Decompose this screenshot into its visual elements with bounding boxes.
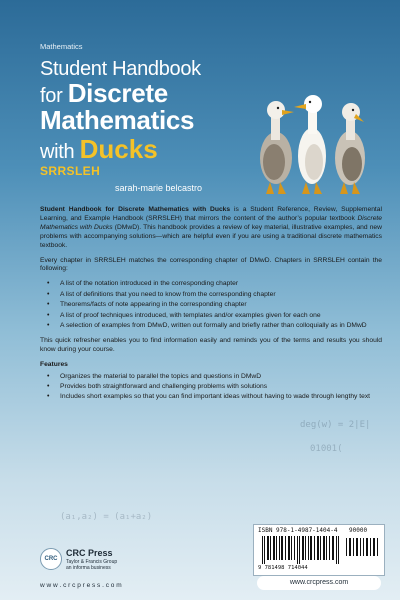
list-item: • A list of proof techniques introduced, with templates and/or examples given for each one xyxy=(60,312,382,321)
list-item: • Includes short examples so that you can find important ideas without having to wade through lengthy text xyxy=(60,393,382,402)
title-line-3: Mathematics xyxy=(40,105,195,135)
subject-label: Mathematics xyxy=(40,42,83,51)
intro-text-2: (DMwD). This handbook provides a review of key material, illustrative examples, and new problems with accompanying solutions—which are helpful even if you are using a traditional discrete mathematics textbook. xyxy=(40,223,382,249)
ean-barcode-icon xyxy=(262,536,340,564)
title-line-4-accent: Ducks xyxy=(79,134,158,164)
publisher-logo xyxy=(40,548,160,572)
list-item: • A list of the notation introduced in the corresponding chapter xyxy=(60,280,382,289)
list-item: • Organizes the material to parallel the topics and questions in DMwD xyxy=(60,373,382,382)
crc-badge-icon: CRC xyxy=(40,548,62,570)
book-title xyxy=(40,58,250,165)
isbn-text: ISBN 978-1-4987-1404-4 xyxy=(258,527,338,534)
title-abbreviation: SRRSLEH xyxy=(40,164,101,178)
title-line-2-prefix: for xyxy=(40,85,68,107)
intro-text-1: is a Student Reference, Review, Supplemental Learning, and Example Handbook (SRRSLEH) that mirrors the content of the author’s popular textbook xyxy=(40,206,382,222)
title-line-1: Student Handbook xyxy=(40,58,201,80)
description-body xyxy=(40,206,382,558)
publisher-tagline: an informa business xyxy=(66,565,111,571)
publisher-name: CRC Press xyxy=(66,548,113,558)
title-line-4-prefix: with xyxy=(40,141,80,163)
title-line-4 xyxy=(40,134,250,165)
intro-bold-title: Student Handbook for Discrete Mathematics with Ducks xyxy=(40,206,231,213)
list-item: • Theorems/facts of note appearing in the corresponding chapter xyxy=(60,301,382,310)
math-scribble-3: (a₁,a₂) = (a₁+a₂) xyxy=(60,512,153,522)
chapter-contents-list xyxy=(40,280,382,331)
math-scribble-2: 01001( xyxy=(310,444,343,454)
math-scribble-1: deg(w) = 2|E| xyxy=(300,420,371,430)
price-barcode-icon xyxy=(346,536,378,556)
author-name: sarah-marie belcastro xyxy=(115,183,203,193)
refresher-paragraph: This quick refresher enables you to find information easily and reminds you of the terms and results you should know during your course. xyxy=(40,336,382,353)
publisher-url-pill: www.crcpress.com xyxy=(257,576,381,590)
intro-paragraph xyxy=(40,206,382,251)
duck-left xyxy=(260,101,294,194)
features-heading: Features xyxy=(40,360,68,368)
title-line-2-bold: Discrete xyxy=(67,78,168,108)
list-item: • A list of definitions that you need to know from the corresponding chapter xyxy=(60,291,382,300)
barcode-label xyxy=(253,524,385,576)
publisher-group: Taylor & Francis Group xyxy=(66,559,118,565)
price-code: 90000 xyxy=(349,527,368,534)
publisher-url: w w w . c r c p r e s s . c o m xyxy=(40,582,122,589)
features-list xyxy=(40,373,382,403)
list-item: • A selection of examples from DMwD, written out formally and briefly rather than colloquially as in DMwD xyxy=(60,322,382,331)
intro-italic-title: Discrete Mathematics with Ducks xyxy=(40,214,382,231)
chapter-paragraph: Every chapter in SRRSLEH matches the corresponding chapter of DMwD. Chapters in SRRSLEH contain the following: xyxy=(40,256,382,273)
title-line-2 xyxy=(40,80,250,107)
ean-number: 9 781498 714044 xyxy=(258,565,308,571)
duck-middle xyxy=(294,95,326,194)
duck-right xyxy=(335,103,365,194)
ducks-illustration xyxy=(252,70,372,200)
list-item: • Provides both straightforward and challenging problems with solutions xyxy=(60,383,382,392)
